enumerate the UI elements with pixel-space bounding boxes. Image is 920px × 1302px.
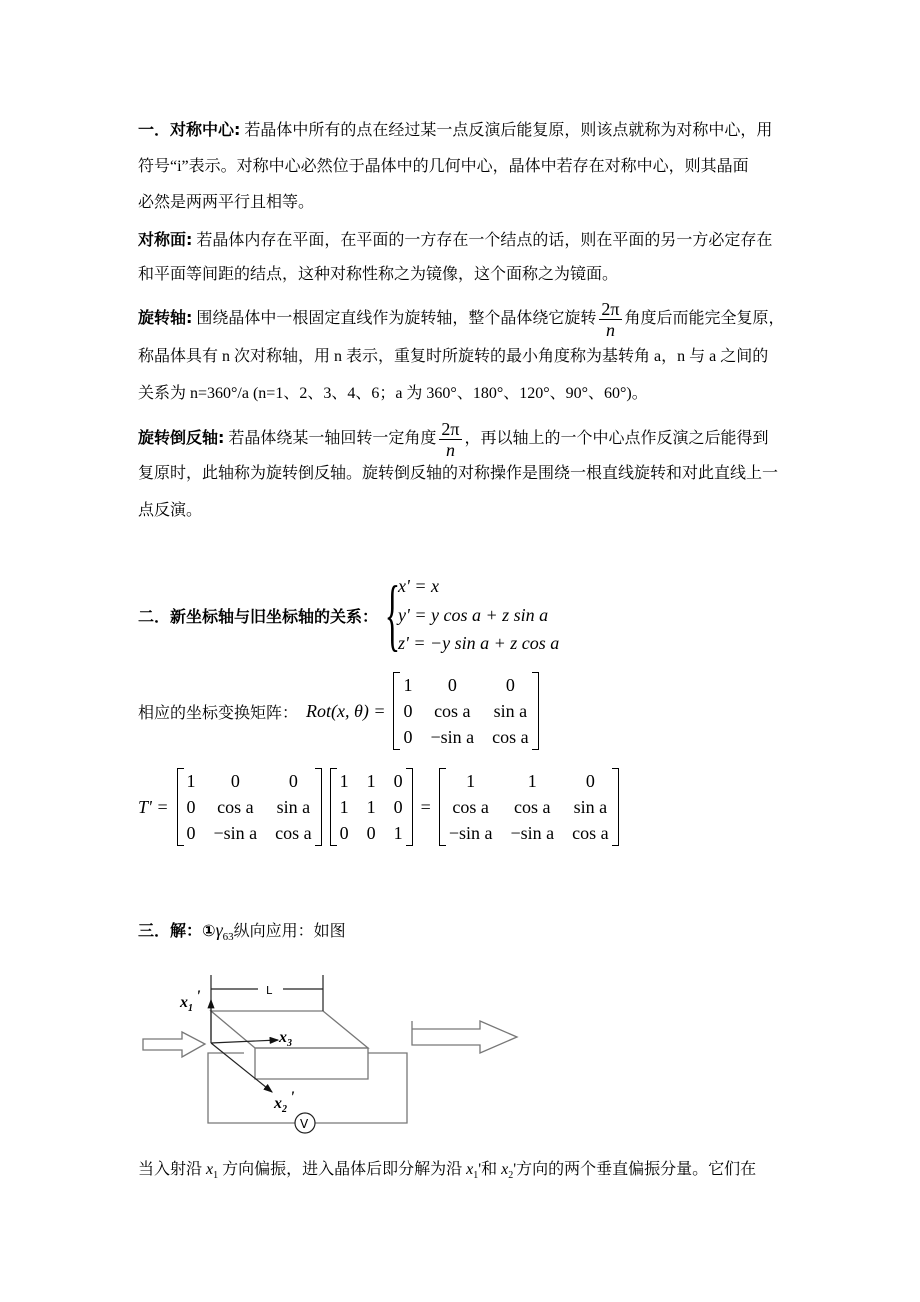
matrix-cell: 1 <box>366 797 376 817</box>
matrix-cell: cos a <box>452 797 489 817</box>
closing-line <box>138 1160 756 1186</box>
matrix-cell: 0 <box>339 823 349 843</box>
matrix-cell: 1 <box>466 771 476 791</box>
input-arrow <box>143 1032 205 1057</box>
matrix-cell: −sin a <box>430 727 475 747</box>
sub: 1 <box>473 1170 479 1182</box>
matrix-cell: 0 <box>447 675 457 695</box>
length-label: L <box>266 984 273 997</box>
matrix-cell: sin a <box>493 701 528 721</box>
matrix-cell: cos a <box>434 701 471 721</box>
matrix-cell: 0 <box>393 771 403 791</box>
matrix-cell: 0 <box>403 701 413 721</box>
x3-axis <box>211 1040 278 1043</box>
var: x <box>501 1161 509 1178</box>
equation: x' = x <box>398 576 439 597</box>
matrix-cell: 0 <box>585 771 595 791</box>
denominator: n <box>605 319 615 340</box>
sub: 2 <box>508 1170 514 1182</box>
left-brace: { <box>384 571 401 659</box>
var: x <box>206 1161 214 1178</box>
text: '和 <box>478 1161 502 1178</box>
text: 角度后而能完全复原， <box>624 310 785 327</box>
voltmeter-label: V <box>300 1117 309 1131</box>
numerator: 2π <box>601 298 620 319</box>
rot-expression: Rot(x, θ) = <box>306 700 386 721</box>
text-line: 必然是两两平行且相等。 <box>138 194 315 211</box>
matrix-cell: 0 <box>505 675 515 695</box>
circuit-wire <box>208 1053 407 1123</box>
t-label: T' = <box>138 796 169 817</box>
gamma: γ <box>215 920 223 940</box>
matrix-cell: 0 <box>186 797 196 817</box>
text: ，再以轴上的一个中心点作反演之后能得到 <box>464 430 769 447</box>
text: 方向偏振，进入晶体后即分解为沿 <box>218 1161 467 1178</box>
text: 三．解：① <box>138 921 216 940</box>
text: 若晶体绕某一轴回转一定角度 <box>224 430 437 447</box>
matrix-cell: 1 <box>339 797 349 817</box>
x3-label: $x_3$ <box>279 1029 292 1049</box>
sub: 1 <box>213 1170 219 1182</box>
text-line: 和平面等间距的结点，这种对称性称之为镜像，这个面称之为镜面。 <box>138 266 619 283</box>
matrix-cell: 0 <box>403 727 413 747</box>
part2-label: 二．新坐标轴与旧坐标轴的关系： <box>138 606 379 626</box>
subscript: 63 <box>222 931 234 944</box>
matrix-cell: 1 <box>393 823 403 843</box>
matrix-cell: sin a <box>276 797 311 817</box>
text: 围绕晶体中一根固定直线作为旋转轴，整个晶体绕它旋转 <box>192 310 597 327</box>
matrix-cell: 0 <box>366 823 376 843</box>
matrix-cell: 1 <box>403 675 413 695</box>
matrix-cell: cos a <box>492 727 529 747</box>
matrix-cell: 0 <box>393 797 403 817</box>
matrix-cell: cos a <box>217 797 254 817</box>
matrix-cell: −sin a <box>510 823 555 843</box>
equation: y' = y cos a + z sin a <box>398 604 549 625</box>
matrix-cell: 0 <box>186 823 196 843</box>
matrix-cell: cos a <box>572 823 609 843</box>
matrix-cell: −sin a <box>213 823 258 843</box>
matrix-cell: 1 <box>366 771 376 791</box>
text-line: 点反演。 <box>138 502 203 519</box>
text-line: 符号“i”表示。对称中心必然位于晶体中的几何中心，晶体中若存在对称中心，则其晶面 <box>138 158 749 175</box>
equation: z' = −y sin a + z cos a <box>398 633 560 654</box>
text: 若晶体内存在平面，在平面的一方存在一个结点的话，则在平面的另一方必定存在 <box>192 232 773 249</box>
heading: 对称面: <box>138 230 193 249</box>
x2-prime-label: $x_2'$ <box>274 1089 295 1115</box>
matrix-cell: 1 <box>186 771 196 791</box>
output-arrow <box>412 1021 517 1053</box>
denominator: n <box>445 439 455 460</box>
matrix-cell: cos a <box>275 823 312 843</box>
matrix-cell: 0 <box>288 771 298 791</box>
x1-prime-label: $x_1'$ <box>180 988 201 1014</box>
matrix-cell: sin a <box>573 797 608 817</box>
text: '方向的两个垂直偏振分量。它们在 <box>513 1161 757 1178</box>
matrix-cell: 0 <box>230 771 240 791</box>
matrix-cell: −sin a <box>448 823 493 843</box>
text-line: 关系为 n=360°/a (n=1、2、3、4、6；a 为 360°、180°、120°、90°、60°)。 <box>138 385 648 402</box>
matrix-cell: cos a <box>514 797 551 817</box>
x2-axis <box>211 1043 272 1092</box>
var: x <box>466 1161 474 1178</box>
text-line: 称晶体具有 n 次对称轴，用 n 表示，重复时所旋转的最小角度称为基转角 a，n 与 a 之间的 <box>138 348 769 365</box>
matrix-cell: 1 <box>339 771 349 791</box>
crystal-front <box>255 1048 368 1079</box>
heading: 一．对称中心: <box>138 120 241 139</box>
text: 若晶体中所有的点在经过某一点反演后能复原，则该点就称为对称中心，用 <box>240 122 773 139</box>
text: 当入射沿 <box>138 1161 207 1178</box>
text: 纵向应用：如图 <box>233 923 346 940</box>
equals-sign: = <box>420 796 431 817</box>
text-line: 复原时，此轴称为旋转倒反轴。旋转倒反轴的对称操作是围绕一根直线旋转和对此直线上一 <box>138 465 779 482</box>
heading: 旋转轴: <box>138 308 193 327</box>
matrix-cell: 1 <box>527 771 537 791</box>
numerator: 2π <box>441 418 460 439</box>
heading: 旋转倒反轴: <box>138 428 225 447</box>
matrix-label: 相应的坐标变换矩阵： <box>138 704 299 722</box>
